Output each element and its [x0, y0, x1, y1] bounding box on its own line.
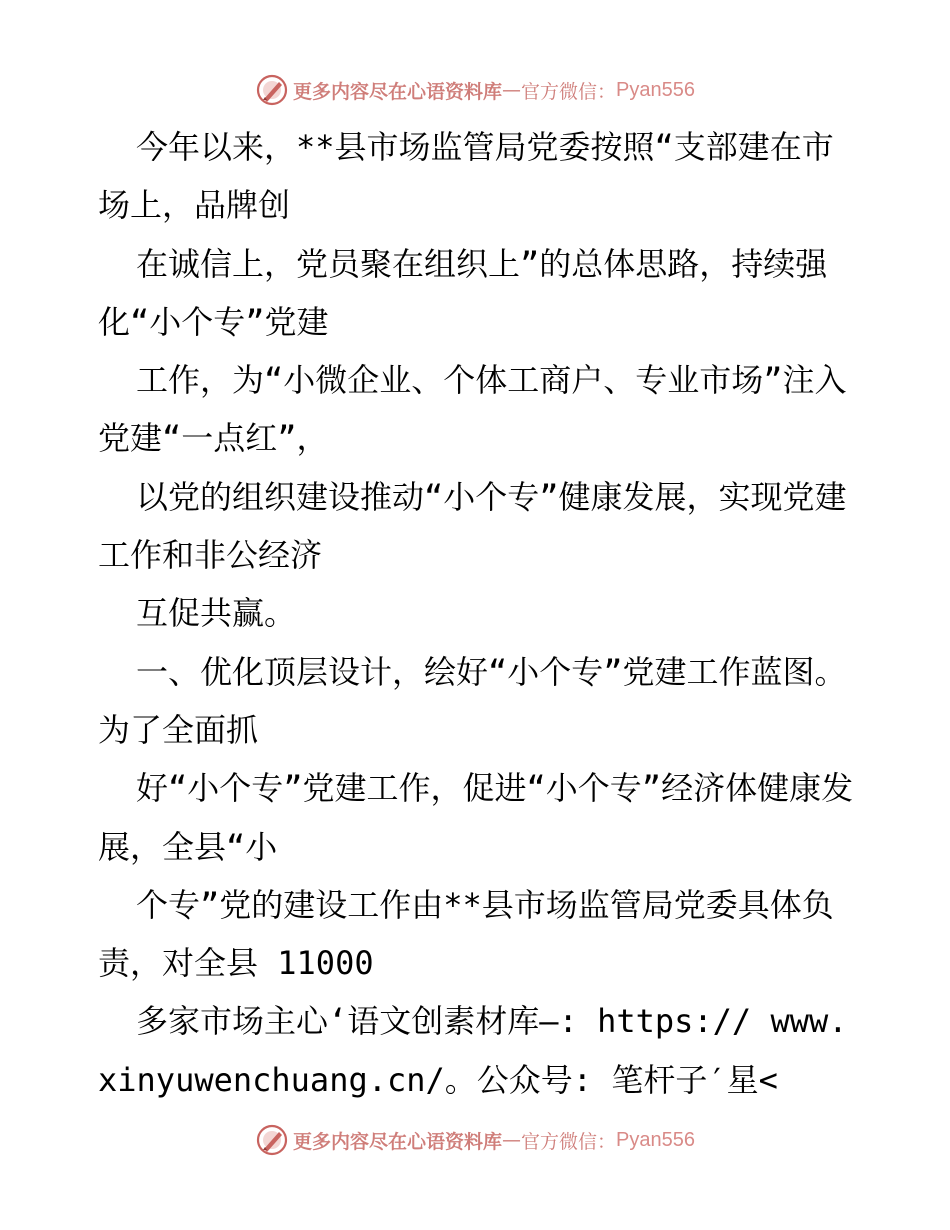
- paragraph: 好“小个专”党建工作，促进“小个专”经济体健康发展，全县“小: [98, 769, 854, 866]
- paragraph: 以党的组织建设推动“小个专”健康发展，实现党建工作和非公经济: [98, 477, 847, 575]
- header-watermark: [0, 72, 950, 108]
- paragraph: 多家市场主心‘语文创素材库—: https:// www.xinyuwenchuang.cn/。公众号: 笔杆子′星<: [98, 1002, 848, 1099]
- watermark-id: Pyan556: [616, 1128, 695, 1151]
- watermark-dash: —: [502, 1129, 522, 1151]
- watermark-id: Pyan556: [616, 78, 695, 101]
- watermark-sub-text: 官方微信：: [521, 1130, 617, 1153]
- paragraph: 今年以来，**县市场监管局党委按照“支部建在市场上，品牌创: [98, 128, 834, 225]
- pen-logo-icon: [255, 73, 289, 107]
- footer-watermark: [0, 1122, 950, 1158]
- watermark-main-text: 更多内容尽在心语资料库: [293, 1130, 503, 1153]
- paragraph: 个专”党的建设工作由**县市场监管局党委具体负责，对全县 11000: [98, 885, 834, 983]
- watermark-main-text: 更多内容尽在心语资料库: [293, 80, 503, 103]
- paragraph: 在诚信上，党员聚在组织上”的总体思路，持续强化“小个专”党建: [98, 244, 828, 341]
- paragraph: 互促共赢。: [136, 594, 297, 633]
- watermark-dash: —: [502, 79, 522, 101]
- watermark-sub-text: 官方微信：: [521, 80, 617, 103]
- document-body: [98, 118, 858, 1109]
- paragraph: 工作，为“小微企业、个体工商户、专业市场”注入党建“一点红”，: [98, 361, 847, 458]
- section-heading-paragraph: 一、优化顶层设计，绘好“小个专”党建工作蓝图。为了全面抓: [98, 652, 847, 749]
- pen-logo-icon: [255, 1123, 289, 1157]
